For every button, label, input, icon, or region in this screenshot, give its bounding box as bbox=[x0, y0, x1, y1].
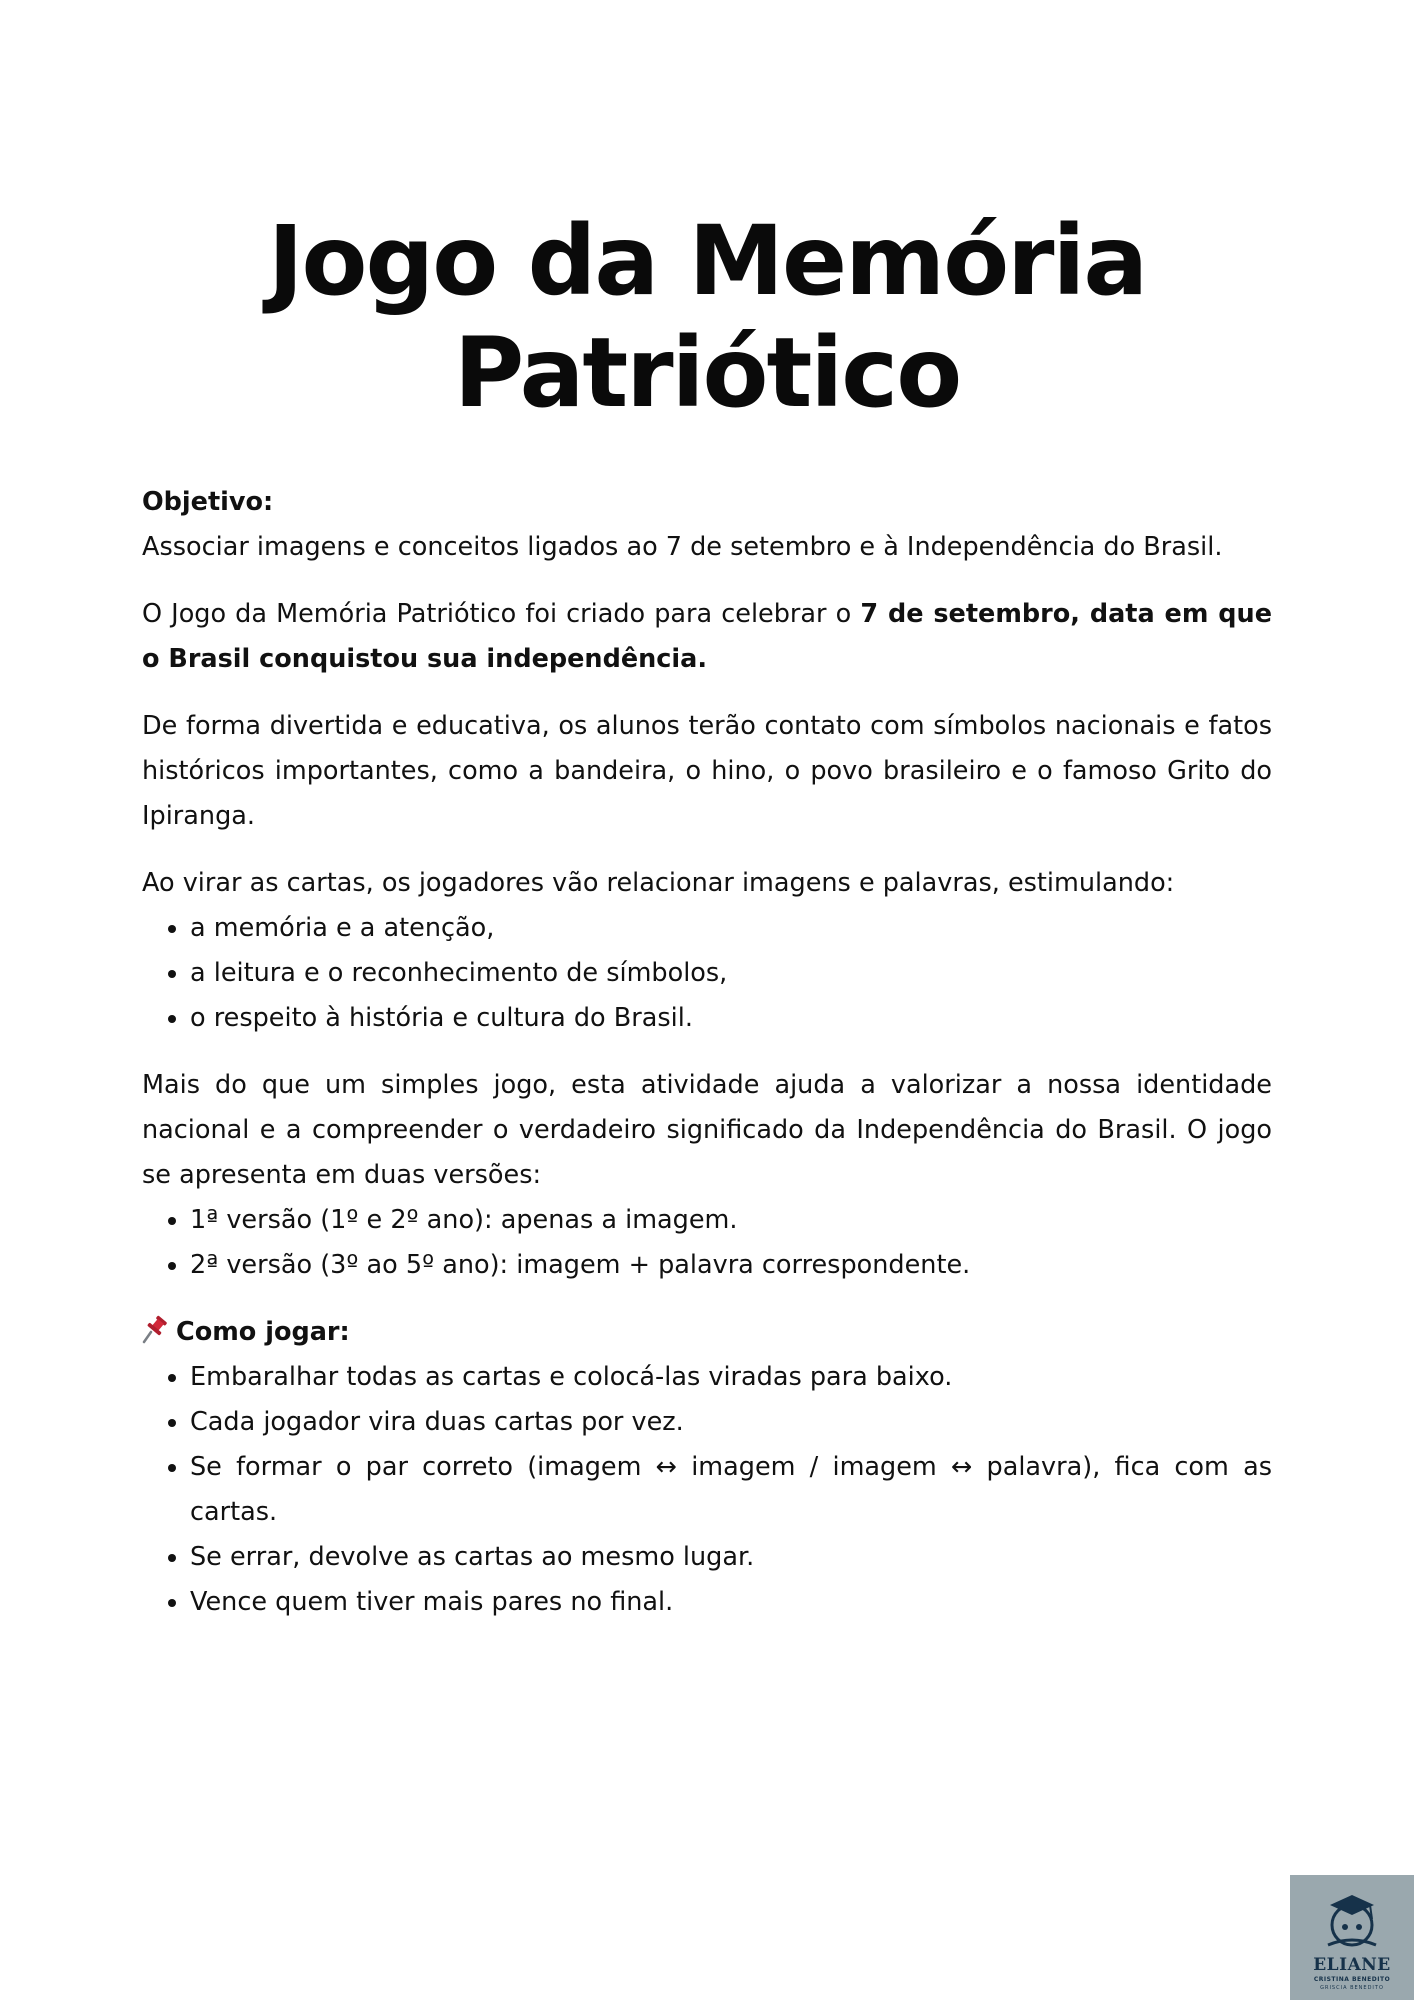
list-item: • 1ª versão (1º e 2º ano): apenas a imagem. bbox=[190, 1198, 1272, 1243]
author-logo bbox=[1290, 1875, 1414, 2000]
graduation-bulb-icon bbox=[1290, 1875, 1414, 1955]
objective-text: Associar imagens e conceitos ligados ao 7 de setembro e à Independência do Brasil. bbox=[142, 532, 1223, 562]
list-item: • Se errar, devolve as cartas ao mesmo lugar. bbox=[190, 1535, 1272, 1580]
intro-bold-text: 7 de setembro, data em que o Brasil conquistou sua independência. bbox=[142, 599, 1272, 674]
intro-paragraph bbox=[142, 592, 1272, 682]
logo-subtitle-2: GRISCIA BENEDITO bbox=[1320, 1985, 1384, 1991]
pushpin-icon bbox=[142, 1314, 168, 1344]
list-item: • a leitura e o reconhecimento de símbolos, bbox=[190, 951, 1272, 996]
how-to-play-list bbox=[142, 1355, 1272, 1625]
logo-name: ELIANE bbox=[1313, 1955, 1391, 1975]
page-title-line-2: Patriótico bbox=[453, 317, 961, 429]
description-paragraph: De forma divertida e educativa, os alunos terão contato com símbolos nacionais e fatos históricos importantes, como a bandeira, o hino, o povo brasileiro e o famoso Grito do Ipiranga. bbox=[142, 711, 1272, 831]
list-item: • Cada jogador vira duas cartas por vez. bbox=[190, 1400, 1272, 1445]
skills-list bbox=[142, 906, 1272, 1041]
list-item: • Embaralhar todas as cartas e colocá-las viradas para baixo. bbox=[190, 1355, 1272, 1400]
list-item: • Vence quem tiver mais pares no final. bbox=[190, 1580, 1272, 1625]
page-title-line-1: Jogo da Memória bbox=[267, 205, 1147, 317]
list-item: • o respeito à história e cultura do Brasil. bbox=[190, 996, 1272, 1041]
versions-list bbox=[142, 1198, 1272, 1288]
list-item: • a memória e a atenção, bbox=[190, 906, 1272, 951]
list-item: • Se formar o par correto (imagem ↔ imagem / imagem ↔ palavra), fica com as cartas. bbox=[190, 1445, 1272, 1535]
intro-text: O Jogo da Memória Patriótico foi criado para celebrar o bbox=[142, 599, 861, 629]
objective-heading-text: Objetivo: bbox=[142, 487, 274, 517]
logo-subtitle: CRISTINA BENEDITO bbox=[1313, 1976, 1391, 1983]
how-to-play-heading bbox=[142, 1310, 1272, 1355]
how-to-play-heading-text: Como jogar: bbox=[176, 1317, 350, 1347]
page-title bbox=[0, 205, 1414, 429]
list-item: • 2ª versão (3º ao 5º ano): imagem + palavra correspondente. bbox=[190, 1243, 1272, 1288]
skills-lead: Ao virar as cartas, os jogadores vão relacionar imagens e palavras, estimulando: bbox=[142, 868, 1175, 898]
document-body bbox=[142, 480, 1272, 1647]
objective-heading bbox=[142, 480, 1272, 525]
versions-lead: Mais do que um simples jogo, esta atividade ajuda a valorizar a nossa identidade nacional e a compreender o verdadeiro significado da Independência do Brasil. O jogo se apresenta em duas versões: bbox=[142, 1070, 1272, 1190]
